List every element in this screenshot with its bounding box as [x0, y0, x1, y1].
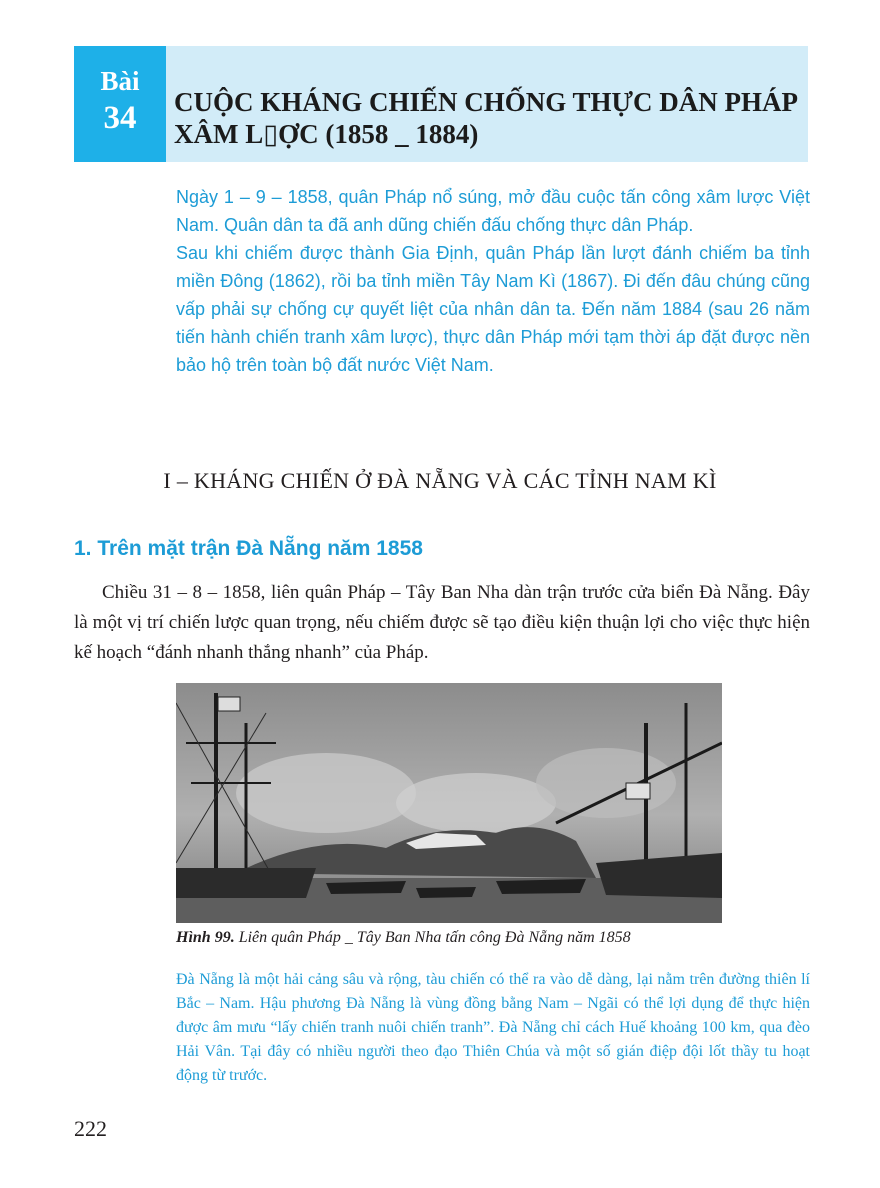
- landing-boat: [326, 881, 406, 894]
- lesson-title-line-2: XÂM L▯ỢC (1858 _ 1884): [174, 119, 479, 149]
- body-paragraph: Chiều 31 – 8 – 1858, liên quân Pháp – Tây Ban Nha dàn trận trước cửa biển Đà Nẵng. Đây là một vị trí chiến lược quan trọng, nếu chiếm được sẽ tạo điều kiện thuận lợi cho việc thực hiện kế hoạch “đánh nhanh thắng nhanh” của Pháp.: [74, 582, 810, 663]
- figure-label: Hình 99.: [176, 929, 235, 946]
- smoke-cloud: [236, 753, 416, 833]
- intro-paragraph-1: Ngày 1 – 9 – 1858, quân Pháp nổ súng, mở đầu cuộc tấn công xâm lược Việt Nam. Quân dân ta đã anh dũng chiến đấu chống thực dân Pháp.: [176, 187, 810, 235]
- lesson-badge: [74, 46, 166, 162]
- intro-summary: [176, 183, 810, 379]
- battle-engraving-image: [176, 683, 722, 923]
- intro-paragraph-2: Sau khi chiếm được thành Gia Định, quân Pháp lần lượt đánh chiếm ba tỉnh miền Đông (1862), rồi ba tỉnh miền Tây Nam Kì (1867). Đi đến đâu chúng cũng vấp phải sự chống cự quyết liệt của nhân dân ta. Đến năm 1884 (sau 26 năm tiến hành chiến tranh xâm lược), thực dân Pháp mới tạm thời áp đặt được nền bảo hộ trên toàn bộ đất nước Việt Nam.: [176, 243, 810, 375]
- flag: [218, 697, 240, 711]
- left-warship-hull: [176, 868, 316, 898]
- lesson-title: [174, 86, 804, 150]
- landing-boat: [496, 879, 586, 894]
- lesson-title-line-1: CUỘC KHÁNG CHIẾN CHỐNG THỰC DÂN PHÁP: [174, 87, 799, 117]
- page-number: 222: [74, 1116, 107, 1141]
- lesson-word: Bài: [100, 66, 140, 96]
- figure-caption-text: Liên quân Pháp _ Tây Ban Nha tấn công Đà Nẵng năm 1858: [238, 929, 631, 946]
- subsection-heading: 1. Trên mặt trận Đà Nẵng năm 1858: [74, 537, 423, 560]
- smoke-cloud: [536, 748, 676, 818]
- battle-illustration: [176, 683, 722, 923]
- smoke-cloud: [396, 773, 556, 833]
- figure-caption: [176, 929, 776, 947]
- note-box: Đà Nẵng là một hải cảng sâu và rộng, tàu chiến có thể ra vào dễ dàng, lại nằm trên đường thiên lí Bắc – Nam. Hậu phương Đà Nẵng là vùng đồng bằng Nam – Ngãi có thể lợi dụng để thực hiện được âm mưu “lấy chiến tranh nuôi chiến tranh”. Đà Nẵng chỉ cách Huế khoảng 100 km, qua đèo Hải Vân. Tại đây có nhiều người theo đạo Thiên Chúa và một số gián điệp đội lốt thầy tu hoạt động từ trước.: [176, 971, 810, 1084]
- body-text: [74, 578, 810, 668]
- lesson-number: 34: [103, 100, 137, 136]
- landing-boat: [416, 887, 476, 898]
- flag: [626, 783, 650, 799]
- section-heading: I – KHÁNG CHIẾN Ở ĐÀ NẴNG VÀ CÁC TỈNH NAM KÌ: [163, 468, 717, 493]
